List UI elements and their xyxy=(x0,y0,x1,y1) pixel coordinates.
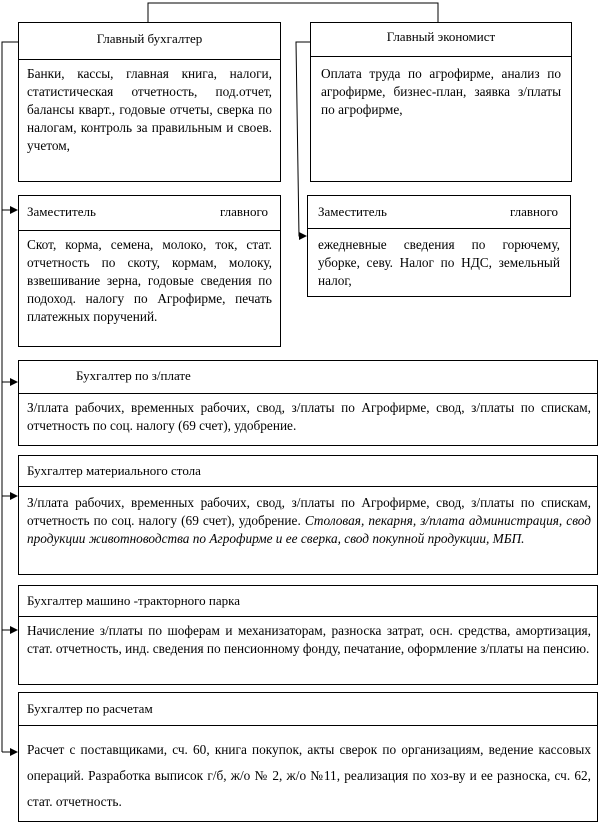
chief-economist-box xyxy=(310,22,572,182)
left-bus-line xyxy=(2,42,18,752)
deputy-chief-economist-title xyxy=(318,204,558,220)
deputy-accountant-title-word1: Заместитель xyxy=(27,204,96,219)
chief-economist-title: Главный экономист xyxy=(386,29,496,44)
deputy-chief-accountant-duties: Скот, корма, семена, молоко, ток, стат. отчетность по скоту, кормам, молоку, взвешивание зерна, годовые сведения по подоход. налогу по Агрофирме, печать платежных поручений. xyxy=(27,237,272,324)
settlements-accountant-title: Бухгалтер по расчетам xyxy=(27,701,153,716)
deputy-accountant-title-word2: главного xyxy=(219,204,268,219)
chief-accountant-duties: Банки, кассы, главная книга, налоги, статистическая отчетность, под.отчет, балансы кварт., годовые отчеты, сверка по налогам, контроль за правильным и своев. учетом, xyxy=(27,66,272,153)
payroll-accountant-duties: З/плата рабочих, временных рабочих, свод, з/платы по Агрофирме, свод, з/платы по спискам, отчетность по соц. налогу (69 счет), удобрение. xyxy=(27,400,591,433)
deputy-economist-title-word1: Заместитель xyxy=(318,204,387,219)
deputy-chief-accountant-title xyxy=(27,204,268,220)
settlements-accountant-box xyxy=(18,692,598,822)
materials-accountant-title: Бухгалтер материального стола xyxy=(27,463,201,478)
chief-economist-duties: Оплата труда по агрофирме, анализ по агрофирме, бизнес-план, заявка з/платы по агрофирме, xyxy=(321,66,561,117)
payroll-accountant-title: Бухгалтер по з/плате xyxy=(76,368,191,383)
payroll-accountant-box xyxy=(18,360,598,446)
materials-accountant-duties-block xyxy=(27,494,591,574)
deputy-chief-economist-duties: ежедневные сведения по горючему, уборке, севу. Налог по НДС, земельный налог, xyxy=(318,237,560,288)
top-bracket-line xyxy=(148,3,438,22)
materials-accountant-duties-italic: Столовая, пекарня, з/плата администрация, свод продукции животноводства по Агрофирме и ее сверка, свод покупной продукции, МБП. xyxy=(27,513,591,546)
materials-accountant-duties: З/плата рабочих, временных рабочих, свод, з/платы по Агрофирме, свод, з/платы по спискам, отчетность по соц. налогу (69 счет), удобрение. xyxy=(27,495,591,528)
settlements-accountant-duties: Расчет с поставщиками, сч. 60, книга покупок, акты сверок по организациям, ведение кассовых операций. Разработка выписок г/б, ж/о № 2, ж/о №11, реализация по хоз-ву и ее разноска, сч. 62, стат. отчетность. xyxy=(27,742,591,809)
chief-accountant-title: Главный бухгалтер xyxy=(96,31,203,46)
machinery-accountant-duties: Начисление з/платы по шоферам и механизаторам, разноска затрат, осн. средства, амортизация, стат. отчетность, инд. сведения по пенсионному фонду, печатание, оформление з/платы на пенсию. xyxy=(27,623,591,656)
deputy-chief-accountant-box xyxy=(18,195,281,347)
deputy-chief-economist-box xyxy=(307,195,571,297)
machinery-accountant-box xyxy=(18,585,598,685)
deputy-economist-title-word2: главного xyxy=(509,204,558,219)
materials-accountant-box xyxy=(18,455,598,575)
machinery-accountant-title: Бухгалтер машино -тракторного парка xyxy=(27,593,241,608)
chief-accountant-box xyxy=(18,22,281,182)
